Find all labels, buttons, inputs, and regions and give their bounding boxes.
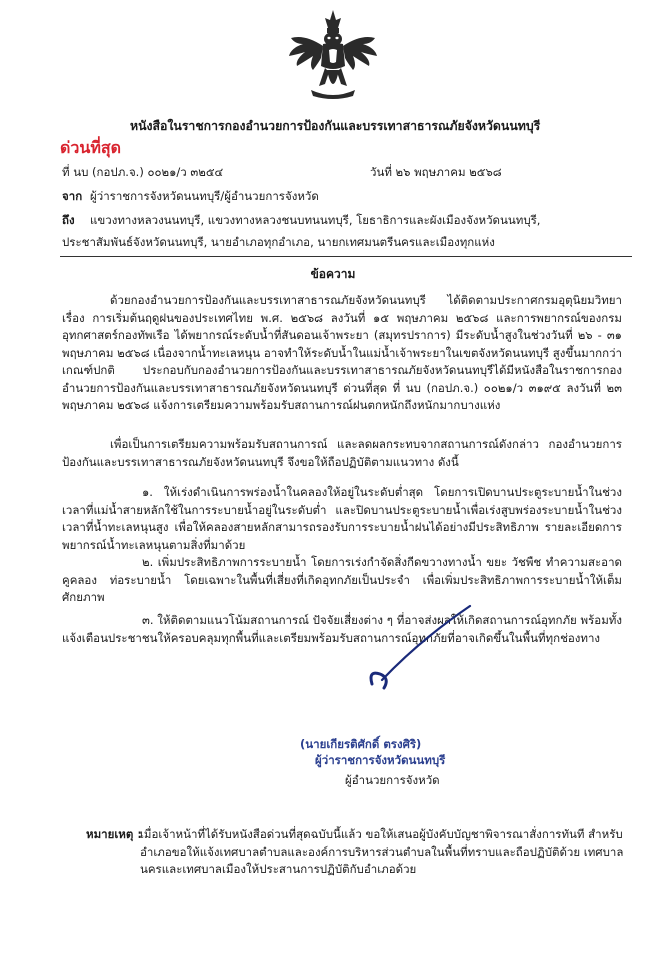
paragraph-2 (62, 436, 622, 476)
document-title: หนังสือในราชการกองอำนวยการป้องกันและบรรเทาสาธารณภัยจังหวัดนนทบุรี (130, 119, 541, 133)
list-item-3-text: ๓. ให้ติดตามแนวโน้มสถานการณ์ ปัจจัยเสี่ยงต่าง ๆ ที่อาจส่งผลให้เกิดสถานการณ์อุทกภัย พร้อมทั้งแจ้งเตือนประชาชนให้ครอบคลุมทุกพื้นที่และเตรียมพร้อมรับสถานการณ์อุทกภัยที่อาจเกิดขึ้นในพื้นที่ทุกช่องทาง (62, 613, 622, 645)
document-number: ที่ นบ (กอปภ.จ.) ๐๐๒๑/ว ๓๒๕๔ (62, 165, 224, 179)
garuda-emblem (285, 8, 381, 102)
urgent-label: ด่วนที่สุด (60, 138, 122, 157)
paragraph-2-text: เพื่อเป็นการเตรียมความพร้อมรับสถานการณ์ และลดผลกระทบจากสถานการณ์ดังกล่าว กองอำนวยการป้องกันและบรรเทาสาธารณภัยจังหวัดนนทบุรี จึงขอให้ถือปฏิบัติตามแนวทาง ดังนี้ (62, 437, 622, 469)
paragraph-1-text: ด้วยกองอำนวยการป้องกันและบรรเทาสาธารณภัยจังหวัดนนทบุรี ได้ติดตามประกาศกรมอุตุนิยมวิทยา เรื่อง การเริ่มต้นฤดูฝนของประเทศไทย พ.ศ. ๒๕๖๘ ลงวันที่ ๑๕ พฤษภาคม ๒๕๖๘ และการพยากรณ์ของกรมอุทกศาสตร์กองทัพเรือ ได้พยากรณ์ระดับน้ำที่สันดอนเจ้าพระยา (สมุทรปราการ) มีระดับน้ำสูงในช่วงวันที่ ๒๖ - ๓๑ พฤษภาคม ๒๕๖๘ เนื่องจากน้ำทะเลหนุน อาจทำให้ระดับน้ำในแม่น้ำเจ้าพระยาในเขตจังหวัดนนทบุรี สูงขึ้นมากกว่าเกณฑ์ปกติ ประกอบกับกองอำนวยการป้องกันและบรรเทาสาธารณภัยจังหวัดนนทบุรีได้มีหนังสือในราชการกองอำนวยการป้องกันและบรรเทาสาธารณภัยจังหวัดนนทบุรี ด่วนที่สุด ที่ นบ (กอปภ.จ.) ๐๐๒๑/ว ๓๑๙๕ ลงวันที่ ๒๓ พฤษภาคม ๒๕๖๘ แจ้งการเตรียมความพร้อมรับสถานการณ์ฝนตกหนักถึงหนักมากบางแห่ง (62, 293, 622, 412)
note-text: เมื่อเจ้าหน้าที่ได้รับหนังสือด่วนที่สุดฉบับนี้แล้ว ขอให้เสนอผู้บังคับบัญชาพิจารณาสั่งการทันที สำหรับอำเภอขอให้แจ้งเทศบาลตำบลและองค์การบริหารส่วนตำบลในพื้นที่ทราบและถือปฏิบัติด้วย เทศบาลนครและเทศบาลเมืองให้ประสานการปฏิบัติกับอำเภอด้วย (140, 827, 624, 876)
list-item-2 (62, 554, 622, 604)
to-line-1: แขวงทางหลวงนนทบุรี, แขวงทางหลวงชนบทนนทบุรี, โยธาธิการและผังเมืองจังหวัดนนทบุรี, (90, 213, 541, 227)
to-label: ถึง (62, 213, 75, 227)
list-item-2-text: ๒. เพิ่มประสิทธิภาพการระบายน้ำ โดยการเร่งกำจัดสิ่งกีดขวางทางน้ำ ขยะ วัชพืช ทำความสะอาดคูคลอง ท่อระบายน้ำ โดยเฉพาะในพื้นที่เสี่ยงที่เกิดอุทกภัยเป็นประจำ เพื่อเพิ่มประสิทธิภาพการระบายน้ำให้เต็มศักยภาพ (62, 555, 622, 604)
signer-position-1: ผู้ว่าราชการจังหวัดนนทบุรี (315, 753, 446, 767)
list-item-1 (62, 484, 622, 556)
from-label: จาก (62, 189, 83, 203)
to-line-2: ประชาสัมพันธ์จังหวัดนนทบุรี, นายอำเภอทุกอำเภอ, นายกเทศมนตรีนครและเมืองทุกแห่ง (62, 235, 495, 249)
document-date: วันที่ ๒๖ พฤษภาคม ๒๕๖๘ (370, 165, 502, 179)
paragraph-1 (62, 292, 622, 417)
handwritten-signature (350, 600, 490, 690)
header-divider (60, 256, 632, 257)
body-heading: ข้อความ (310, 267, 356, 281)
list-item-3 (62, 612, 622, 668)
from-text: ผู้ว่าราชการจังหวัดนนทบุรี/ผู้อำนวยการจังหวัด (90, 189, 319, 203)
note-label: หมายเหตุ : (86, 827, 142, 841)
signer-name: (นายเกียรติศักดิ์ ตรงศิริ) (300, 737, 422, 751)
list-item-1-text: ๑. ให้เร่งดำเนินการพร่องน้ำในคลองให้อยู่ในระดับต่ำสุด โดยการเปิดบานประตูระบายน้ำในช่วงเวลาที่แม่น้ำสายหลักใช้ในการระบายน้ำอยู่ในระดับต่ำ และปิดบานประตูระบายน้ำเพื่อเร่งสูบพร่องระบายน้ำในช่วงเวลาที่น้ำทะเลหนุนสูง เพื่อให้คลองสายหลักสามารถรองรับการระบายน้ำฝนได้อย่างมีประสิทธิภาพ รายละเอียดการพยากรณ์น้ำทะเลหนุนตามสิ่งที่มาด้วย (62, 485, 622, 552)
signer-position-2: ผู้อำนวยการจังหวัด (345, 773, 440, 787)
